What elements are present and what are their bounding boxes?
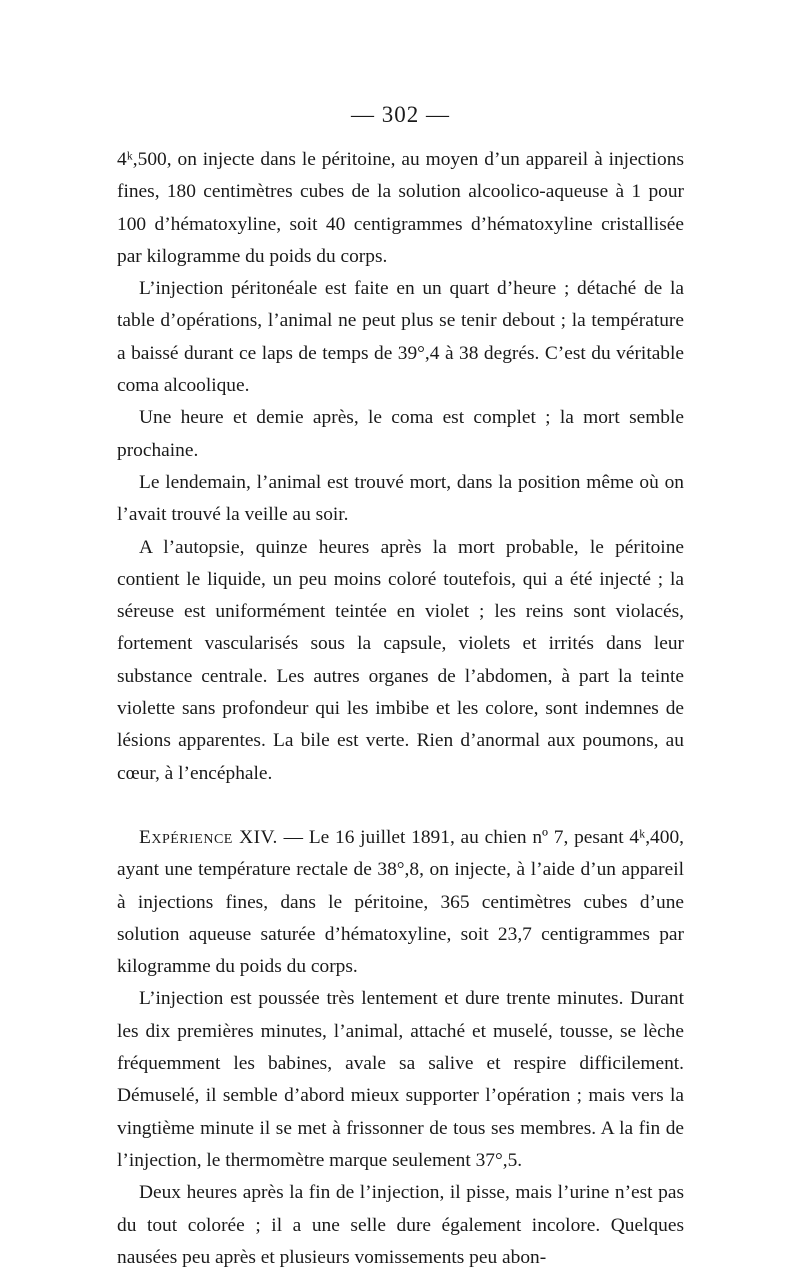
- experience-heading: Expérience XIV.: [139, 826, 278, 848]
- page-number: — 302 —: [351, 102, 450, 127]
- paragraph-deux-heures: Deux heures après la fin de l’injection, il pisse, mais l’urine n’est pas du tout colorée ; il a une selle dure également incolore. Quelques nausées peu après et plusieurs vomissements peu abon-: [117, 1182, 684, 1268]
- paragraph-autopsie: A l’autopsie, quinze heures après la mort probable, le péritoine contient le liquide, un peu moins coloré toutefois, qui a été injecté ; la séreuse est uniformément teintée en violet ; les reins sont violacés, fortement vascularisés sous la capsule, violets et irrités dans leur substance centrale. Les autres organes de l’abdomen, à part la teinte violette sans profondeur qui les imbibe et les colore, sont indemnes de lésions apparentes. La bile est verte. Rien d’anormal aux poumons, au cœur, à l’encéphale.: [117, 536, 684, 784]
- document-page: [117, 100, 684, 1274]
- paragraph-continuation: 4ᵏ,500, on injecte dans le péritoine, au moyen d’un appareil à injections fines, 180 centimètres cubes de la solution alcoolico-aqueuse à 1 pour 100 d’hématoxyline, soit 40 centigrammes d’hématoxyline cristallisée par kilogramme du poids du corps.: [117, 149, 684, 267]
- paragraph-lendemain: Le lendemain, l’animal est trouvé mort, dans la position même où on l’avait trouvé la veille au soir.: [117, 471, 684, 526]
- experience-text: — Le 16 juillet 1891, au chien nº 7, pesant 4ᵏ,400, ayant une température rectale de 38°,8, on injecte, à l’aide d’un appareil à injections fines, dans le péritoine, 365 centimètres cubes d’une solution aqueuse saturée d’hématoxyline, soit 23,7 centigrammes par kilogramme du poids du corps.: [117, 826, 684, 978]
- section-gap: [117, 790, 684, 822]
- paragraph-injection: L’injection péritonéale est faite en un quart d’heure ; détaché de la table d’opérations, l’animal ne peut plus se tenir debout ; la température a baissé durant ce laps de temps de 39°,4 à 38 degrés. C’est du véritable coma alcoolique.: [117, 278, 684, 397]
- paragraph-coma: Une heure et demie après, le coma est complet ; la mort semble prochaine.: [117, 407, 684, 461]
- paragraph-injection-poussee: L’injection est poussée très lentement et dure trente minutes. Durant les dix premières minutes, l’animal, attaché et muselé, tousse, se lèche fréquemment les babines, avale sa salive et respire difficilement. Démuselé, il semble d’abord mieux supporter l’opération ; mais vers la vingtième minute il se met à frissonner de tous ses membres. A la fin de l’injection, le thermomètre marque seulement 37°,5.: [117, 988, 684, 1171]
- paragraph-experience-xiv: [117, 822, 684, 983]
